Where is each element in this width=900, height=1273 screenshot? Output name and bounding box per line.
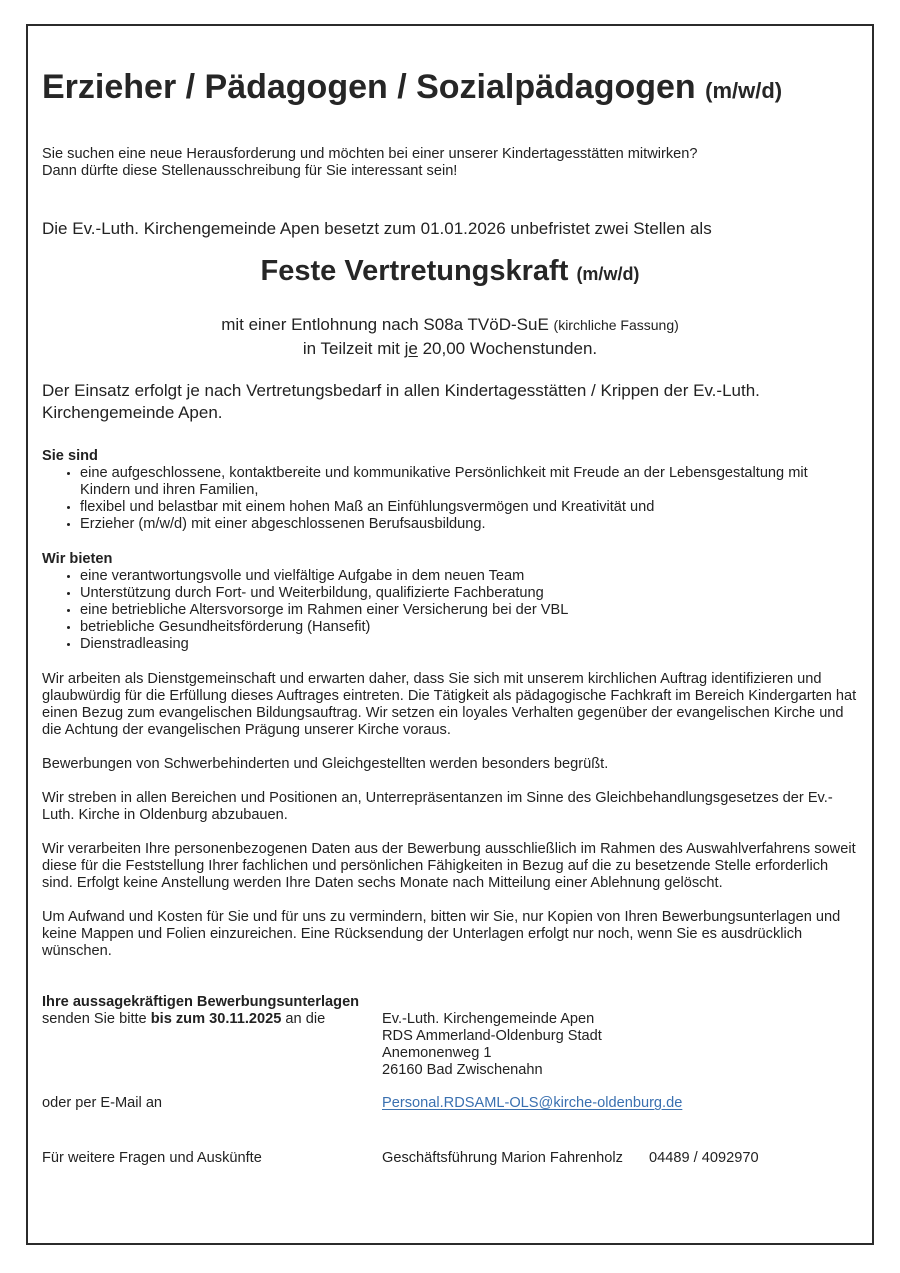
application-email-row: [42, 1095, 858, 1112]
contact-name: Geschäftsführung Marion Fahrenholz: [382, 1150, 623, 1166]
list-item: • eine verantwortungsvolle und vielfältige Aufgabe in dem neuen Team: [80, 568, 858, 585]
list-item: • flexibel und belastbar mit einem hohen Maß an Einfühlungsvermögen und Kreativität und: [80, 499, 858, 516]
address-line: RDS Ammerland-Oldenburg Stadt: [382, 1028, 602, 1044]
send-instruction: [42, 1011, 382, 1028]
hours-underlined-word: je: [404, 339, 418, 358]
list-item: • betriebliche Gesundheitsförderung (Hansefit): [80, 619, 858, 636]
email-link[interactable]: Personal.RDSAML-OLS@kirche-oldenburg.de: [382, 1095, 683, 1111]
postal-address: [382, 1011, 858, 1079]
deployment-paragraph: Der Einsatz erfolgt je nach Vertretungsbedarf in allen Kindertagesstätten / Krippen der Ev.-Luth. Kirchengemeinde Apen.: [42, 381, 760, 422]
you-are-list: [42, 465, 858, 533]
paragraph-disability: Bewerbungen von Schwerbehinderten und Gleichgestellten werden besonders begrüßt.: [42, 756, 609, 772]
address-line: 26160 Bad Zwischenahn: [382, 1062, 543, 1078]
page-title: [42, 68, 858, 110]
application-send-row: [42, 1011, 858, 1079]
contact-row: [42, 1150, 858, 1167]
position-title-text: Feste Vertretungskraft: [260, 255, 569, 287]
send-deadline: bis zum 30.11.2025: [150, 1011, 282, 1027]
hours-line: [42, 337, 858, 360]
list-item: • Unterstützung durch Fort- und Weiterbildung, qualifizierte Fachberatung: [80, 585, 858, 602]
pay-note: (kirchliche Fassung): [553, 317, 679, 333]
paragraph-mission: Wir arbeiten als Dienstgemeinschaft und erwarten daher, dass Sie sich mit unserem kirchlichen Auftrag identifizieren und glaubwürdig für die Erfüllung dieses Auftrages eintreten. Die Tätigkeit als pädagogische Fachkraft im Bereich Kindergarten hat einen Bezug zum evangelischen Bildungsauftrag. Wir setzen ein loyales Verhalten gegenüber der evangelischen Kirche und die Achtung der evangelischen Prägung unserer Kirche voraus.: [42, 671, 857, 738]
hours-suffix: 20,00 Wochenstunden.: [422, 339, 598, 358]
paragraph-equality: Wir streben in allen Bereichen und Positionen an, Unterrepräsentanzen im Sinne des Gleichbehandlungsgesetzes der Ev.-Luth. Kirche in Oldenburg abzubauen.: [42, 790, 833, 823]
paragraph-copies: Um Aufwand und Kosten für Sie und für uns zu vermindern, bitten wir Sie, nur Kopien von Ihren Bewerbungsunterlagen und keine Mappen und Folien einzureichen. Eine Rücksendung der Unterlagen erfolgt nur noch, wenn Sie es ausdrücklich wünschen.: [42, 909, 841, 959]
address-line: Anemonenweg 1: [382, 1045, 492, 1061]
address-line: Ev.-Luth. Kirchengemeinde Apen: [382, 1011, 595, 1027]
section-heading-you-are: Sie sind: [42, 448, 98, 464]
intro-line-1: Sie suchen eine neue Herausforderung und möchten bei einer unserer Kindertagesstätten mitwirken?: [42, 146, 698, 162]
opening-statement: Die Ev.-Luth. Kirchengemeinde Apen besetzt zum 01.01.2026 unbefristet zwei Stellen als: [42, 219, 712, 238]
send-prefix: senden Sie bitte: [42, 1011, 147, 1027]
pay-line: [42, 313, 858, 337]
contact-label: Für weitere Fragen und Auskünfte: [42, 1150, 262, 1166]
list-item: • Erzieher (m/w/d) mit einer abgeschlossenen Berufsausbildung.: [80, 516, 858, 533]
send-suffix: an die: [285, 1011, 326, 1027]
pay-main: mit einer Entlohnung nach S08a TVöD-SuE: [221, 315, 549, 334]
page-title-text: Erzieher / Pädagogen / Sozialpädagogen: [42, 68, 696, 106]
intro-paragraph: [42, 146, 858, 180]
application-heading: Ihre aussagekräftigen Bewerbungsunterlagen: [42, 994, 360, 1010]
position-title: [42, 254, 858, 291]
we-offer-list: [42, 568, 858, 653]
paragraph-data-privacy: Wir verarbeiten Ihre personenbezogenen Daten aus der Bewerbung ausschließlich im Rahmen des Auswahlverfahrens soweit diese für die Feststellung Ihrer fachlichen und persönlichen Fähigkeiten in Bezug auf die zu besetzende Stelle erforderlich sind. Erfolgt keine Anstellung werden Ihre Daten sechs Monate nach Mitteilung einer Ablehnung gelöscht.: [42, 841, 856, 891]
page-title-suffix: (m/w/d): [705, 78, 783, 103]
position-title-suffix: (m/w/d): [576, 264, 640, 284]
hours-prefix: in Teilzeit mit: [302, 339, 400, 358]
list-item: • eine aufgeschlossene, kontaktbereite und kommunikative Persönlichkeit mit Freude an der Lebensgestaltung mit Kindern und ihren Familien,: [80, 465, 858, 499]
list-item: • Dienstradleasing: [80, 636, 858, 653]
email-label: oder per E-Mail an: [42, 1095, 163, 1111]
intro-line-2: Dann dürfte diese Stellenausschreibung für Sie interessant sein!: [42, 163, 458, 179]
contact-phone: 04489 / 4092970: [649, 1150, 759, 1166]
list-item: • eine betriebliche Altersvorsorge im Rahmen einer Versicherung bei der VBL: [80, 602, 858, 619]
job-posting-page: [26, 24, 874, 1245]
section-heading-we-offer: Wir bieten: [42, 551, 113, 567]
